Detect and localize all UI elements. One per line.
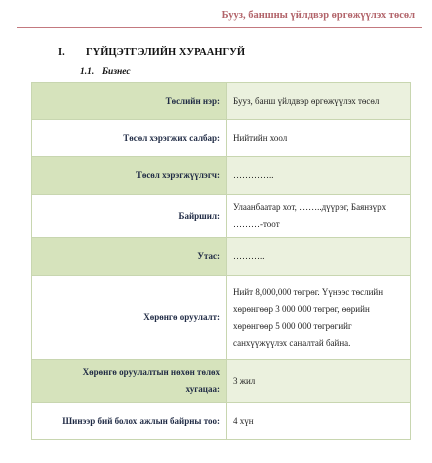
row-label: Төслийн нэр:: [32, 83, 227, 120]
row-value-line: ………-тоот: [233, 219, 280, 229]
project-summary-table: [31, 82, 411, 440]
row-value: 4 хүн: [227, 403, 411, 440]
page-header: [0, 0, 432, 30]
row-label-line: Хөрөнгө оруулалтын нөхөн төлөх: [82, 367, 220, 377]
document-header-title: Бууз, баншны үйлдвэр өргөжүүлэх төсөл: [221, 10, 415, 21]
row-label: Төсөл хэрэгжих салбар:: [32, 120, 227, 157]
table-row: [32, 83, 411, 120]
row-value: …………..: [227, 157, 411, 195]
row-label: Утас:: [32, 238, 227, 276]
row-value-line: Нийт 8,000,000 төгрөг. Үүнээс төслийн: [233, 286, 384, 297]
row-value-line: Улаанбаатар хот, ……..дүүрэг, Баянзүрх: [233, 202, 387, 212]
section-number: I.: [58, 47, 65, 58]
row-value: 3 жил: [227, 360, 411, 403]
table-row: [32, 403, 411, 440]
subsection-title: Бизнес: [102, 67, 131, 77]
row-value: [227, 276, 411, 360]
subsection-number: 1.1.: [80, 67, 95, 77]
row-value: [227, 195, 411, 238]
row-label: Хөрөнгө оруулалт:: [32, 276, 227, 360]
table-row: [32, 120, 411, 157]
table-row: [32, 157, 411, 195]
row-value-line: хөрөнгөөр 5 000 000 төгрөгийг: [233, 320, 352, 331]
section-title: ГҮЙЦЭТГЭЛИЙН ХУРААНГУЙ: [86, 47, 246, 58]
subsection-heading: [80, 67, 131, 77]
section-heading: [58, 47, 245, 58]
row-value: Бууз, банш үйлдвэр өргөжүүлэх төсөл: [227, 83, 411, 120]
row-label-line: хугацаа:: [185, 384, 220, 394]
row-label: Төсөл хэрэгжүүлэгч:: [32, 157, 227, 195]
row-label: [32, 360, 227, 403]
row-label: Шинээр бий болох ажлын байрны тоо:: [32, 403, 227, 440]
row-value: ………..: [227, 238, 411, 276]
header-divider: [17, 27, 422, 28]
row-label: Байршил:: [32, 195, 227, 238]
row-value-line: санхүүжүүлэх саналтай байна.: [233, 337, 351, 348]
table-row: [32, 276, 411, 360]
table-row: [32, 195, 411, 238]
table-row: [32, 360, 411, 403]
row-value-line: хөрөнгөөр 3 000 000 төгрөг, өөрийн: [233, 303, 370, 314]
row-value: Нийтийн хоол: [227, 120, 411, 157]
table-row: [32, 238, 411, 276]
